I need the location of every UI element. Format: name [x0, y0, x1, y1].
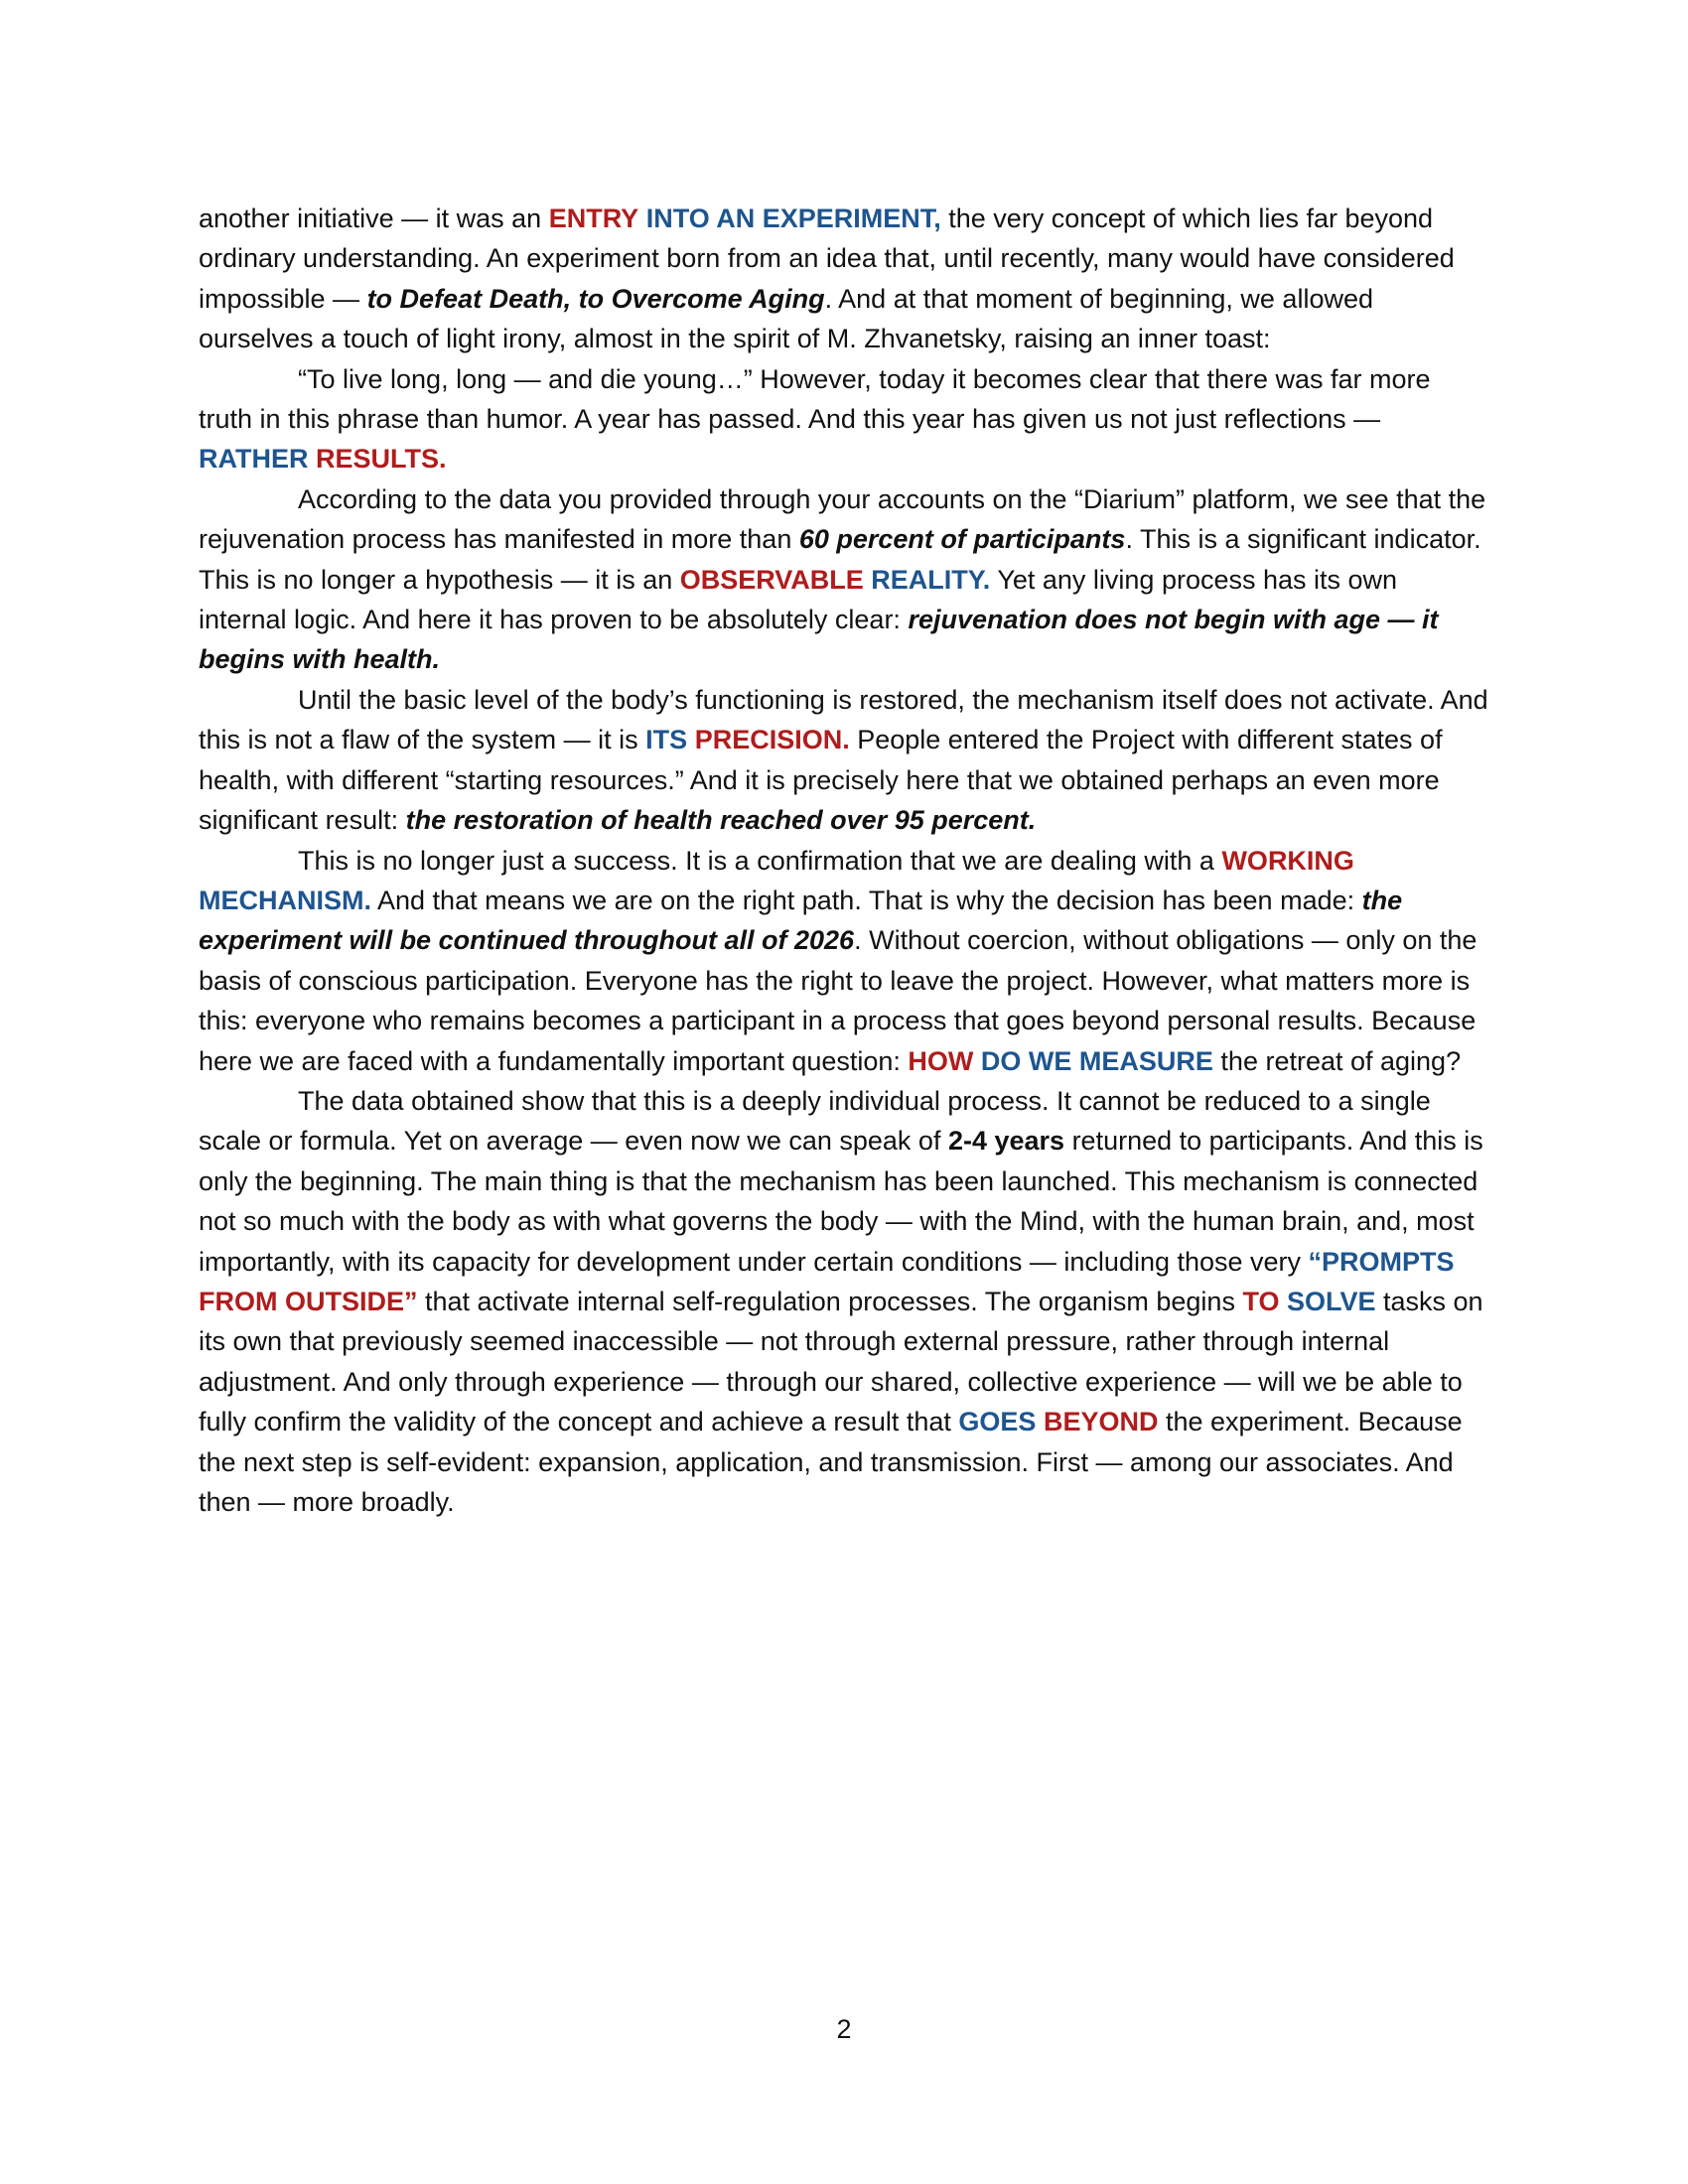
- text-run: another initiative — it was an: [199, 204, 549, 233]
- emphasis-caps: GOES: [958, 1407, 1037, 1437]
- emphasis-caps: DO WE MEASURE: [980, 1045, 1213, 1076]
- emphasis-bold-italic: the restoration of health reached over 95 percent.: [405, 805, 1037, 836]
- document-body: [199, 199, 1489, 1522]
- text-run: People entered the Project with different states of health, with different “starting resources.” And it is precisely here that we obtained perhaps an even more significant result:: [199, 725, 1443, 836]
- emphasis-caps: RESULTS.: [316, 444, 447, 475]
- paragraph: [199, 199, 1489, 359]
- emphasis-caps: TO: [1242, 1286, 1280, 1316]
- emphasis-caps: ITS: [645, 725, 688, 755]
- text-run: “To live long, long — and die young…” However, today it becomes clear that there was far more truth in this phrase than humor. A year has passed. And this year has given us not just reflections —: [199, 363, 1431, 435]
- emphasis-caps: REALITY.: [871, 564, 991, 595]
- text-run: Until the basic level of the body’s functioning is restored, the mechanism itself does not activate. And this is not a flaw of the system — it is: [199, 684, 1488, 755]
- emphasis-bold: 2-4 years: [947, 1126, 1065, 1157]
- paragraph: [199, 680, 1489, 841]
- emphasis-bold-italic: 60 percent of participants: [798, 524, 1126, 555]
- text-run: that activate internal self-regulation processes. The organism begins: [417, 1286, 1243, 1316]
- emphasis-caps: WORKING: [1221, 845, 1354, 876]
- text-run: [973, 1046, 981, 1076]
- text-run: The data obtained show that this is a deeply individual process. It cannot be reduced to a single scale or formula. Yet on average — even now we can speak of: [199, 1085, 1431, 1157]
- emphasis-bold-italic: to Defeat Death, to Overcome Aging: [366, 283, 825, 314]
- emphasis-caps: SOLVE: [1286, 1286, 1376, 1316]
- paragraph: [199, 1081, 1489, 1522]
- paragraph: [199, 359, 1489, 479]
- text-run: the very concept of which lies far beyond ordinary understanding. An experiment born from an idea that, until recently, many would have considered impossible —: [199, 204, 1455, 314]
- text-run: tasks on its own that previously seemed inaccessible — not through external pressure, rather through internal adjustment. And only through experience — through our shared, collective experience — will we be able to fully confirm the validity of the concept and achieve a result that: [199, 1286, 1483, 1437]
- emphasis-caps: OBSERVABLE: [679, 564, 864, 595]
- text-run: [309, 444, 317, 474]
- emphasis-caps: INTO AN EXPERIMENT,: [645, 204, 941, 233]
- paragraph: [199, 479, 1489, 680]
- emphasis-caps: ENTRY: [548, 204, 639, 233]
- emphasis-caps: FROM OUTSIDE”: [199, 1286, 418, 1316]
- text-run: . And at that moment of beginning, we allowed ourselves a touch of light irony, almost in the spirit of M. Zhvanetsky, raising an inner toast:: [199, 283, 1373, 354]
- text-run: the retreat of aging?: [1212, 1045, 1462, 1076]
- text-run: Yet any living process has its own internal logic. And here it has proven to be absolutely clear:: [199, 564, 1398, 635]
- emphasis-caps: BEYOND: [1043, 1407, 1159, 1437]
- text-run: [1279, 1287, 1287, 1316]
- text-run: And that means we are on the right path. That is why the decision has been made:: [371, 885, 1362, 915]
- text-run: [638, 204, 646, 233]
- emphasis-caps: HOW: [908, 1045, 974, 1076]
- emphasis-caps: RATHER: [199, 444, 309, 475]
- emphasis-bold-italic: rejuvenation does not begin with age — it begins with health.: [199, 605, 1439, 675]
- emphasis-caps: PRECISION.: [694, 725, 850, 755]
- text-run: . Without coercion, without obligations — only on the basis of conscious participation. Everyone has the right to leave the project. However, what matters more is this: everyone who remains becomes a participant in a process that goes beyond personal results. Because here we are faced with a fundamentally important question:: [199, 925, 1477, 1076]
- emphasis-caps: “PROMPTS: [1308, 1246, 1455, 1277]
- text-run: According to the data you provided through your accounts on the “Diarium” platform, we see that the rejuvenation process has manifested in more than: [199, 483, 1486, 555]
- paragraph: [199, 841, 1489, 1081]
- text-run: [1036, 1407, 1044, 1436]
- text-run: . This is a significant indicator. This is no longer a hypothesis — it is an: [199, 524, 1481, 595]
- emphasis-caps: MECHANISM.: [199, 885, 371, 915]
- text-run: This is no longer just a success. It is a confirmation that we are dealing with a: [298, 845, 1222, 876]
- page-number: 2: [836, 2014, 852, 2044]
- text-run: the experiment. Because the next step is self-evident: expansion, application, and transmission. First — among our associates. And then — more broadly.: [199, 1407, 1463, 1517]
- emphasis-bold-italic: the experiment will be continued throughout all of 2026: [199, 885, 1403, 956]
- text-run: [687, 725, 695, 754]
- text-run: returned to participants. And this is only the beginning. The main thing is that the mechanism has been launched. This mechanism is connected not so much with the body as with what governs the body — with the Mind, with the human brain, and, most importantly, with its capacity for development under certain conditions — including those very: [199, 1126, 1483, 1277]
